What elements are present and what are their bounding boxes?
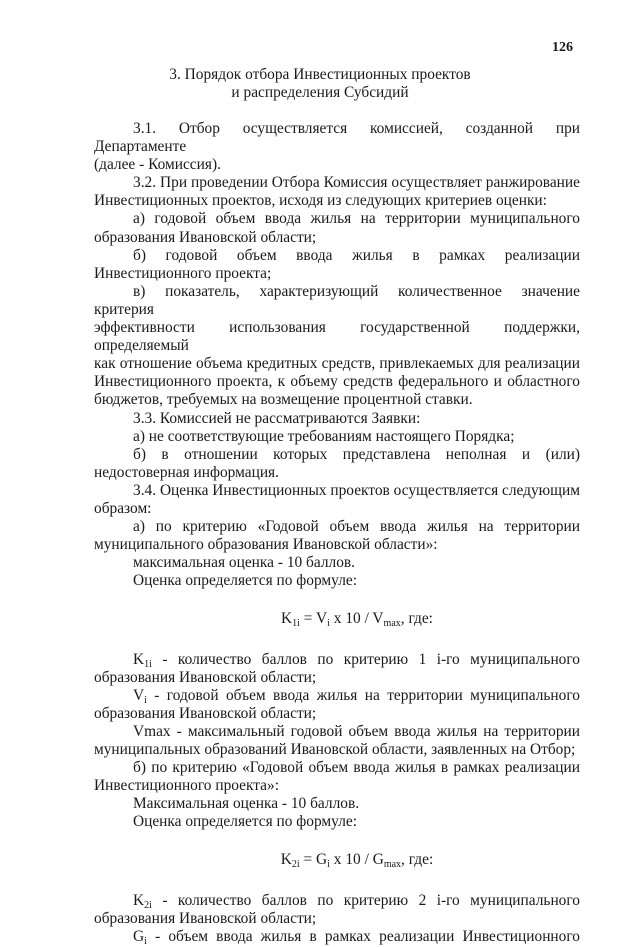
k1-symbol-sub: 1i — [144, 658, 152, 670]
formula-1-term-1-sub: i — [327, 618, 330, 630]
formula-intro-1: Оценка определяется по формуле: — [133, 572, 357, 590]
gi-definition-text: - объем ввода жилья в рамках реализации Инвестиционного — [146, 927, 580, 945]
paragraph-3-4-a-line-2: муниципального образования Ивановской области»: — [94, 536, 438, 554]
formula-intro-2: Оценка определяется по формуле: — [133, 813, 357, 831]
criterion-b-line-1: б) годовой объем ввода жилья в рамках реализации — [133, 246, 580, 264]
formula-1-term-2-sub: max — [383, 618, 401, 630]
k1-definition-line-2: образования Ивановской области; — [94, 668, 317, 686]
vi-definition-text: - годовой объем ввода жилья на территории муниципального — [146, 686, 580, 704]
paragraph-3-3-b-line-1: б) в отношении которых представлена неполная и (или) — [133, 445, 580, 463]
k2-definition-line-2: образования Ивановской области; — [94, 909, 317, 927]
k2-symbol: K — [133, 891, 145, 909]
section-title-line-2: и распределения Субсидий — [231, 84, 409, 101]
paragraph-3-4-a-line-1: а) по критерию «Годовой объем ввода жилья на территории — [133, 518, 580, 536]
formula-1 — [94, 610, 580, 628]
paragraph-3-1-line-2: (далее - Комиссия). — [94, 156, 221, 174]
formula-2-term-2: x 10 / G — [329, 851, 384, 869]
k2-symbol-sub: 2i — [144, 899, 152, 911]
document-body — [94, 120, 580, 946]
gi-symbol-sub: i — [144, 935, 147, 947]
criterion-a-line-1: а) годовой объем ввода жилья на территории муниципального — [133, 210, 580, 228]
formula-1-term-2: x 10 / V — [329, 610, 384, 628]
formula-1-term-1: = V — [299, 610, 328, 628]
formula-2 — [94, 851, 580, 869]
formula-1-lhs-sub: 1i — [292, 618, 300, 630]
gi-definition-line-1 — [94, 928, 580, 946]
paragraph-3-1-line-1: 3.1. Отбор осуществляется комиссией, созданной при Департаменте — [94, 120, 580, 156]
vi-definition-line-1 — [94, 687, 580, 705]
spacer — [94, 831, 580, 851]
criterion-b-line-2: Инвестиционного проекта; — [94, 264, 272, 282]
paragraph-3-2-line-2: Инвестиционных проектов, исходя из следующих критериев оценки: — [94, 192, 547, 210]
k1-symbol: K — [133, 650, 145, 668]
paragraph-3-4-b-line-1: б) по критерию «Годовой объем ввода жилья в рамках реализации — [133, 759, 580, 777]
paragraph-3-3-a: а) не соответствующие требованиям настоящего Порядка; — [133, 427, 515, 445]
formula-1-end: , где: — [400, 610, 433, 628]
page-number: 126 — [552, 40, 573, 55]
section-title-line-1: 3. Порядок отбора Инвестиционных проектов — [169, 66, 471, 83]
section-title — [0, 66, 640, 102]
spacer — [94, 870, 580, 892]
vmax-definition-line-2: муниципальных образований Ивановской области, заявленных на Отбор; — [94, 741, 576, 758]
spacer — [94, 629, 580, 651]
k1-definition-line-1 — [94, 651, 580, 669]
criterion-v-line-3: как отношение объема кредитных средств, привлекаемых для реализации — [94, 355, 580, 373]
paragraph-3-4-line-2: образом: — [94, 499, 152, 517]
vmax-definition-line-1: Vmax - максимальный годовой объем ввода жилья на территории — [133, 722, 580, 740]
k1-definition-text: - количество баллов по критерию 1 i-го муниципального — [151, 650, 580, 668]
formula-1-lhs: K — [281, 610, 293, 628]
criterion-a-line-2: образования Ивановской области; — [94, 228, 317, 246]
paragraph-3-4-b-line-2: Инвестиционного проекта»: — [94, 777, 279, 795]
spacer — [94, 590, 580, 610]
formula-2-term-2-sub: max — [383, 859, 402, 871]
paragraph-3-3-b-line-2: недостоверная информация. — [94, 463, 279, 481]
vi-symbol-sub: i — [144, 694, 147, 706]
vi-definition-line-2: образования Ивановской области; — [94, 704, 317, 722]
criterion-v-line-4: Инвестиционного проекта, к объему средств федерального и областного — [94, 373, 580, 391]
formula-2-term-1: = G — [299, 851, 328, 869]
criterion-v-line-5: бюджетов, требуемых на возмещение процентной ставки. — [94, 391, 473, 409]
max-score-2: Максимальная оценка - 10 баллов. — [133, 795, 360, 813]
k2-definition-line-1 — [94, 892, 580, 910]
k2-definition-text: - количество баллов по критерию 2 i-го муниципального — [151, 891, 580, 909]
criterion-v-line-2: эффективности использования государственной поддержки, определяемый — [94, 319, 580, 355]
formula-2-lhs: K — [280, 851, 292, 869]
paragraph-3-4-line-1: 3.4. Оценка Инвестиционных проектов осуществляется следующим — [133, 481, 580, 499]
formula-2-term-1-sub: i — [327, 859, 330, 871]
max-score-1: максимальная оценка - 10 баллов. — [133, 554, 356, 572]
gi-symbol: G — [133, 927, 145, 945]
paragraph-3-2-line-1: 3.2. При проведении Отбора Комиссия осуществляет ранжирование — [133, 174, 580, 192]
vi-symbol: V — [133, 686, 145, 704]
criterion-v-line-1: в) показатель, характеризующий количественное значение критерия — [94, 282, 580, 318]
formula-2-lhs-sub: 2i — [291, 859, 300, 871]
formula-2-end: , где: — [401, 851, 434, 869]
paragraph-3-3: 3.3. Комиссией не рассматриваются Заявки: — [133, 409, 421, 427]
